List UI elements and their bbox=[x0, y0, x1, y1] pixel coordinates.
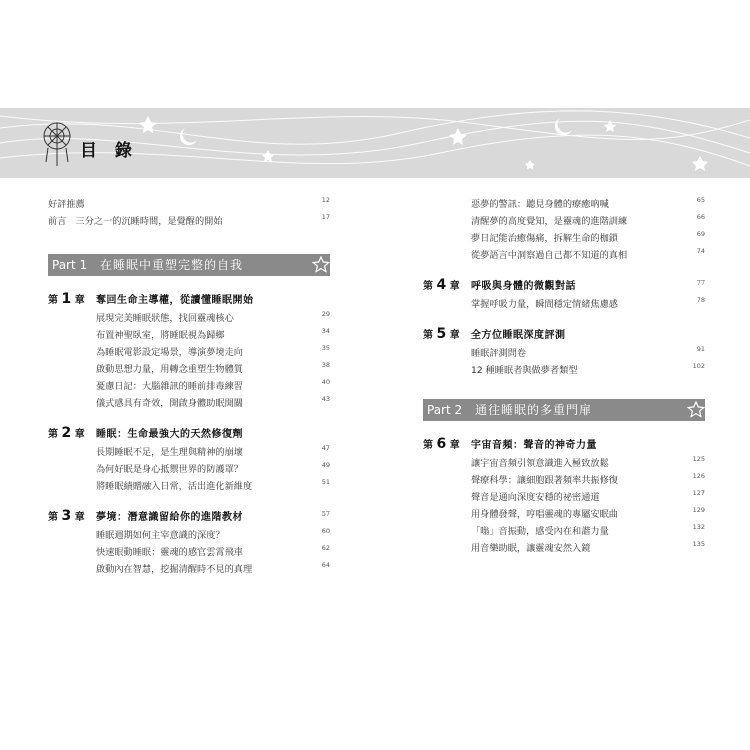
toc-entry[interactable]: 掌握呼吸力量，瞬間穩定情緒焦慮感 78 bbox=[471, 296, 705, 310]
toc-entry[interactable]: 憂慮日記：大腦雜訊的睡前排毒練習 40 bbox=[96, 378, 330, 392]
toc-entry[interactable]: 為睡眠電影設定場景，導演夢境走向 35 bbox=[96, 344, 330, 358]
toc-entry[interactable]: 好評推薦 12 bbox=[48, 196, 330, 210]
toc-entry[interactable]: 將睡眠績贈融入日常，活出進化新維度 51 bbox=[96, 478, 330, 492]
toc-entry[interactable]: 為何好眠是身心抵禦世界的防護罩？ 49 bbox=[96, 461, 330, 475]
chapter-1[interactable]: 第 1 章 奪回生命主導權，從讀懂睡眠開始 bbox=[48, 291, 254, 307]
toc-entry[interactable]: 夢日記能治癒傷痛，拆解生命的枷鎖 69 bbox=[471, 230, 705, 244]
toc-entry[interactable]: 從夢語言中洞察過自己都不知道的真相 74 bbox=[471, 247, 705, 261]
chapter-3[interactable]: 第 3 章 夢境：潛意識留給你的進階教材 57 bbox=[48, 508, 330, 524]
part-1-header[interactable]: Part 1 在睡眠中重塑完整的自我 bbox=[48, 254, 330, 276]
toc-entry[interactable]: 快速眼動睡眠：靈魂的感官雲霄飛車 62 bbox=[96, 544, 330, 558]
part-2-header[interactable]: Part 2 通往睡眠的多重門扉 bbox=[423, 399, 705, 421]
star-icon bbox=[687, 401, 705, 419]
chapter-6[interactable]: 第 6 章 宇宙音頻：聲音的神奇力量 bbox=[423, 436, 597, 452]
dreamcatcher-icon bbox=[40, 120, 74, 170]
toc-entry[interactable]: 睡眠週期如何主宰意識的深度？ 60 bbox=[96, 527, 330, 541]
toc-entry[interactable]: 前言 三分之一的沉睡時間，是覺醒的開始 17 bbox=[48, 213, 330, 227]
toc-left-column bbox=[48, 196, 330, 578]
toc-entry[interactable]: 展現完美睡眠狀態，找回靈魂核心 29 bbox=[96, 310, 330, 324]
chapter-2[interactable]: 第 2 章 睡眠：生命最強大的天然修復劑 bbox=[48, 425, 243, 441]
toc-right-column bbox=[423, 196, 705, 557]
chapter-4[interactable]: 第 4 章 呼吸與身體的微觀對話 77 bbox=[423, 277, 705, 293]
toc-entry[interactable]: 聲音是通向深度安穩的祕密通道 127 bbox=[471, 489, 705, 503]
toc-entry[interactable]: 清醒夢的高度覺知，是靈魂的進階訓練 66 bbox=[471, 213, 705, 227]
toc-entry[interactable]: 儀式感具有奇效，開啟身體助眠開關 43 bbox=[96, 395, 330, 409]
chapter-5[interactable]: 第 5 章 全方位睡眠深度評測 bbox=[423, 326, 566, 342]
toc-entry[interactable]: 啟動內在智慧，挖掘清醒時不見的真理 64 bbox=[96, 561, 330, 575]
toc-entry[interactable]: 布置神聖臥室，將睡眠視為歸鄉 34 bbox=[96, 327, 330, 341]
toc-entry[interactable]: 12 種睡眠者與做夢者類型 102 bbox=[471, 362, 705, 376]
star-icon bbox=[312, 256, 330, 274]
toc-entry[interactable]: 用音樂助眠，讓靈魂安然入鏡 135 bbox=[471, 540, 705, 554]
toc-entry[interactable]: 「嗡」音振動，感受內在和諧力量 132 bbox=[471, 523, 705, 537]
toc-entry[interactable]: 惡夢的警訊：聽見身體的療癒吶喊 65 bbox=[471, 196, 705, 210]
toc-entry[interactable]: 讓宇宙音頻引領意識進入極致放鬆 125 bbox=[471, 455, 705, 469]
toc-entry[interactable]: 睡眠評測問卷 91 bbox=[471, 345, 705, 359]
toc-entry[interactable]: 長期睡眠不足，是生理與精神的崩壞 47 bbox=[96, 444, 330, 458]
toc-entry[interactable]: 聲療科學：讓細胞跟著頻率共振修復 126 bbox=[471, 472, 705, 486]
toc-entry[interactable]: 啟動思想力量，用轉念重塑生物體質 38 bbox=[96, 361, 330, 375]
page-title: 目 錄 bbox=[80, 141, 138, 161]
toc-entry[interactable]: 用身體發聲，哼唱靈魂的專屬安眠曲 129 bbox=[471, 506, 705, 520]
